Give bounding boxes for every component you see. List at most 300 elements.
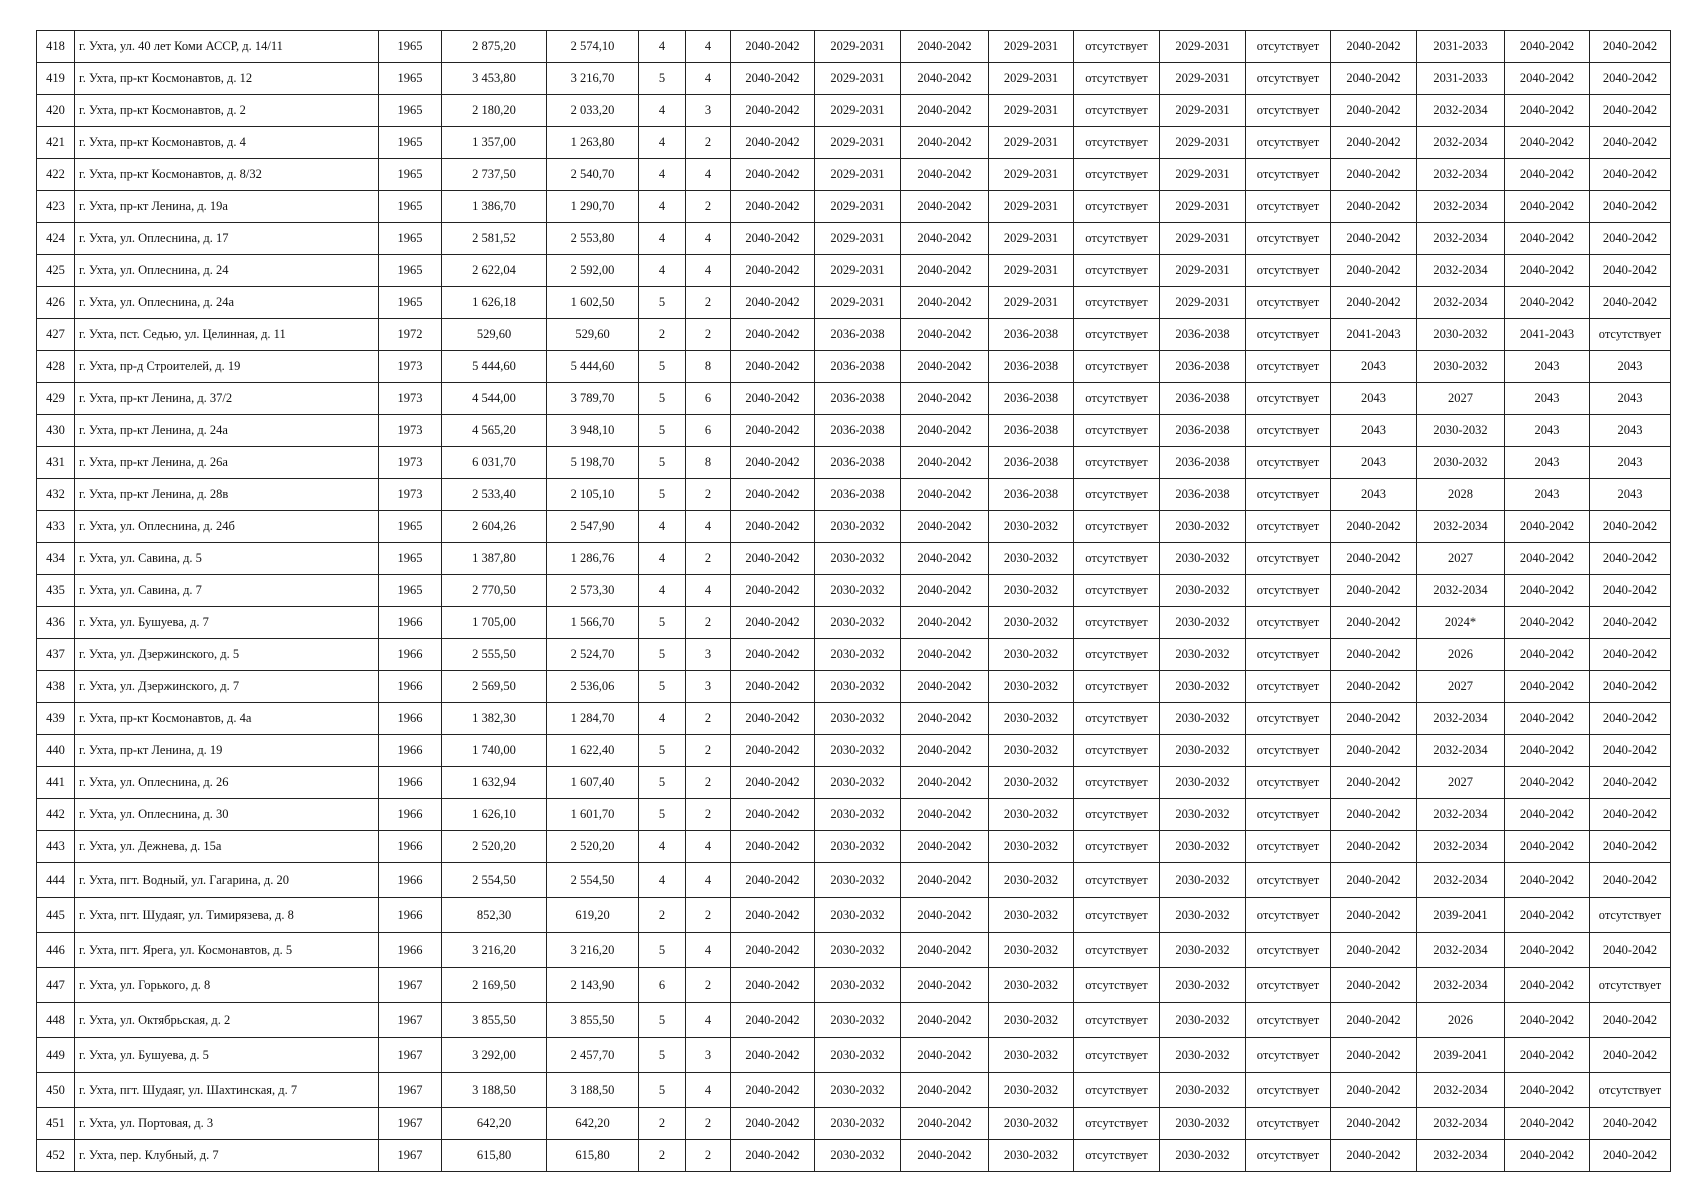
cell-build-year: 1966 — [379, 607, 442, 639]
cell-build-year: 1966 — [379, 639, 442, 671]
cell-living-area: 2 547,90 — [547, 511, 639, 543]
cell-status-2: отсутствует — [1246, 31, 1331, 63]
cell-period-9: 2043 — [1590, 447, 1671, 479]
cell-entrances: 3 — [686, 671, 731, 703]
cell-period-7: 2039-2041 — [1417, 1038, 1505, 1073]
cell-period-7: 2027 — [1417, 543, 1505, 575]
table-row — [37, 319, 1671, 351]
cell-period-5: 2030-2032 — [1160, 511, 1246, 543]
cell-entrances: 4 — [686, 575, 731, 607]
cell-entrances: 3 — [686, 639, 731, 671]
cell-period-4: 2029-2031 — [989, 287, 1074, 319]
cell-period-6: 2040-2042 — [1331, 575, 1417, 607]
cell-period-5: 2036-2038 — [1160, 351, 1246, 383]
cell-address: г. Ухта, пер. Клубный, д. 7 — [75, 1140, 379, 1172]
cell-period-8: 2040-2042 — [1505, 127, 1590, 159]
cell-row-number: 435 — [37, 575, 75, 607]
cell-living-area: 2 033,20 — [547, 95, 639, 127]
cell-address: г. Ухта, пр-кт Космонавтов, д. 12 — [75, 63, 379, 95]
cell-address: г. Ухта, пр-кт Космонавтов, д. 2 — [75, 95, 379, 127]
cell-period-3: 2040-2042 — [901, 383, 989, 415]
cell-period-5: 2030-2032 — [1160, 543, 1246, 575]
cell-period-4: 2030-2032 — [989, 799, 1074, 831]
cell-living-area: 5 198,70 — [547, 447, 639, 479]
cell-period-9: 2040-2042 — [1590, 223, 1671, 255]
cell-row-number: 451 — [37, 1108, 75, 1140]
cell-address: г. Ухта, ул. Горького, д. 8 — [75, 968, 379, 1003]
table-row — [37, 607, 1671, 639]
cell-period-1: 2040-2042 — [731, 543, 815, 575]
cell-row-number: 439 — [37, 703, 75, 735]
cell-build-year: 1965 — [379, 95, 442, 127]
cell-period-9: 2040-2042 — [1590, 95, 1671, 127]
cell-living-area: 1 607,40 — [547, 767, 639, 799]
cell-total-area: 2 875,20 — [442, 31, 547, 63]
cell-total-area: 3 188,50 — [442, 1073, 547, 1108]
cell-living-area: 3 789,70 — [547, 383, 639, 415]
table-row — [37, 671, 1671, 703]
cell-period-4: 2030-2032 — [989, 671, 1074, 703]
cell-period-3: 2040-2042 — [901, 255, 989, 287]
cell-entrances: 4 — [686, 1003, 731, 1038]
cell-build-year: 1967 — [379, 1003, 442, 1038]
cell-row-number: 446 — [37, 933, 75, 968]
cell-total-area: 3 453,80 — [442, 63, 547, 95]
cell-period-9: 2040-2042 — [1590, 863, 1671, 898]
cell-period-3: 2040-2042 — [901, 287, 989, 319]
cell-period-7: 2032-2034 — [1417, 735, 1505, 767]
cell-living-area: 1 601,70 — [547, 799, 639, 831]
cell-entrances: 2 — [686, 703, 731, 735]
cell-period-4: 2030-2032 — [989, 575, 1074, 607]
cell-period-8: 2040-2042 — [1505, 607, 1590, 639]
cell-row-number: 432 — [37, 479, 75, 511]
cell-period-2: 2030-2032 — [815, 543, 901, 575]
cell-status-2: отсутствует — [1246, 127, 1331, 159]
cell-period-2: 2030-2032 — [815, 1140, 901, 1172]
cell-period-8: 2040-2042 — [1505, 639, 1590, 671]
cell-period-6: 2040-2042 — [1331, 703, 1417, 735]
cell-period-2: 2036-2038 — [815, 479, 901, 511]
table-row — [37, 1108, 1671, 1140]
cell-address: г. Ухта, ул. Бушуева, д. 7 — [75, 607, 379, 639]
cell-status-1: отсутствует — [1074, 671, 1160, 703]
cell-period-3: 2040-2042 — [901, 447, 989, 479]
cell-status-2: отсутствует — [1246, 799, 1331, 831]
table-row — [37, 1038, 1671, 1073]
cell-period-6: 2040-2042 — [1331, 1108, 1417, 1140]
cell-period-4: 2029-2031 — [989, 223, 1074, 255]
cell-period-4: 2030-2032 — [989, 703, 1074, 735]
cell-period-3: 2040-2042 — [901, 767, 989, 799]
cell-period-9: 2040-2042 — [1590, 191, 1671, 223]
cell-entrances: 6 — [686, 383, 731, 415]
cell-address: г. Ухта, ул. Бушуева, д. 5 — [75, 1038, 379, 1073]
cell-build-year: 1966 — [379, 703, 442, 735]
cell-floors: 4 — [639, 831, 686, 863]
cell-floors: 5 — [639, 63, 686, 95]
cell-total-area: 1 740,00 — [442, 735, 547, 767]
table-row — [37, 968, 1671, 1003]
cell-period-7: 2026 — [1417, 639, 1505, 671]
cell-period-6: 2043 — [1331, 415, 1417, 447]
cell-period-1: 2040-2042 — [731, 575, 815, 607]
cell-period-5: 2036-2038 — [1160, 415, 1246, 447]
cell-period-3: 2040-2042 — [901, 607, 989, 639]
cell-period-9: 2040-2042 — [1590, 607, 1671, 639]
table-row — [37, 543, 1671, 575]
cell-build-year: 1973 — [379, 351, 442, 383]
cell-total-area: 2 180,20 — [442, 95, 547, 127]
cell-living-area: 615,80 — [547, 1140, 639, 1172]
cell-period-6: 2041-2043 — [1331, 319, 1417, 351]
cell-build-year: 1965 — [379, 191, 442, 223]
cell-status-2: отсутствует — [1246, 767, 1331, 799]
cell-period-1: 2040-2042 — [731, 511, 815, 543]
cell-status-2: отсутствует — [1246, 191, 1331, 223]
cell-period-6: 2040-2042 — [1331, 968, 1417, 1003]
cell-period-9: 2040-2042 — [1590, 31, 1671, 63]
cell-period-4: 2030-2032 — [989, 898, 1074, 933]
cell-period-4: 2030-2032 — [989, 831, 1074, 863]
cell-period-6: 2040-2042 — [1331, 933, 1417, 968]
cell-period-1: 2040-2042 — [731, 383, 815, 415]
cell-entrances: 4 — [686, 63, 731, 95]
cell-period-2: 2030-2032 — [815, 831, 901, 863]
cell-period-2: 2030-2032 — [815, 639, 901, 671]
cell-entrances: 4 — [686, 933, 731, 968]
cell-period-4: 2029-2031 — [989, 191, 1074, 223]
cell-total-area: 1 705,00 — [442, 607, 547, 639]
cell-period-1: 2040-2042 — [731, 639, 815, 671]
cell-total-area: 852,30 — [442, 898, 547, 933]
cell-period-4: 2030-2032 — [989, 1073, 1074, 1108]
cell-period-9: 2043 — [1590, 383, 1671, 415]
cell-entrances: 2 — [686, 898, 731, 933]
cell-period-8: 2041-2043 — [1505, 319, 1590, 351]
table-row — [37, 1140, 1671, 1172]
cell-period-1: 2040-2042 — [731, 95, 815, 127]
cell-row-number: 418 — [37, 31, 75, 63]
cell-living-area: 2 524,70 — [547, 639, 639, 671]
cell-row-number: 445 — [37, 898, 75, 933]
cell-row-number: 420 — [37, 95, 75, 127]
cell-total-area: 4 565,20 — [442, 415, 547, 447]
cell-period-7: 2032-2034 — [1417, 863, 1505, 898]
table-row — [37, 223, 1671, 255]
cell-status-1: отсутствует — [1074, 447, 1160, 479]
cell-address: г. Ухта, пр-кт Ленина, д. 28в — [75, 479, 379, 511]
cell-entrances: 4 — [686, 831, 731, 863]
cell-total-area: 1 386,70 — [442, 191, 547, 223]
cell-period-8: 2043 — [1505, 383, 1590, 415]
cell-period-4: 2030-2032 — [989, 1003, 1074, 1038]
cell-period-7: 2032-2034 — [1417, 255, 1505, 287]
cell-period-8: 2040-2042 — [1505, 735, 1590, 767]
table-row — [37, 95, 1671, 127]
cell-status-2: отсутствует — [1246, 287, 1331, 319]
cell-period-4: 2030-2032 — [989, 543, 1074, 575]
cell-row-number: 423 — [37, 191, 75, 223]
cell-period-9: 2040-2042 — [1590, 1003, 1671, 1038]
cell-period-3: 2040-2042 — [901, 799, 989, 831]
cell-period-2: 2029-2031 — [815, 63, 901, 95]
cell-period-8: 2043 — [1505, 479, 1590, 511]
cell-period-3: 2040-2042 — [901, 543, 989, 575]
cell-period-5: 2030-2032 — [1160, 639, 1246, 671]
cell-status-1: отсутствует — [1074, 543, 1160, 575]
cell-build-year: 1966 — [379, 898, 442, 933]
table-row — [37, 898, 1671, 933]
cell-entrances: 2 — [686, 767, 731, 799]
cell-floors: 5 — [639, 1038, 686, 1073]
cell-period-5: 2030-2032 — [1160, 1003, 1246, 1038]
cell-address: г. Ухта, ул. Дзержинского, д. 7 — [75, 671, 379, 703]
table-row — [37, 447, 1671, 479]
cell-period-2: 2030-2032 — [815, 735, 901, 767]
cell-address: г. Ухта, ул. Савина, д. 7 — [75, 575, 379, 607]
cell-floors: 5 — [639, 287, 686, 319]
cell-address: г. Ухта, ул. Оплеснина, д. 26 — [75, 767, 379, 799]
cell-period-3: 2040-2042 — [901, 95, 989, 127]
cell-status-1: отсутствует — [1074, 703, 1160, 735]
table-row — [37, 159, 1671, 191]
cell-period-2: 2030-2032 — [815, 1003, 901, 1038]
cell-address: г. Ухта, ул. Оплеснина, д. 24б — [75, 511, 379, 543]
cell-period-2: 2030-2032 — [815, 1108, 901, 1140]
cell-period-1: 2040-2042 — [731, 607, 815, 639]
cell-period-1: 2040-2042 — [731, 191, 815, 223]
table-row — [37, 1003, 1671, 1038]
cell-status-1: отсутствует — [1074, 415, 1160, 447]
cell-period-4: 2036-2038 — [989, 479, 1074, 511]
cell-period-1: 2040-2042 — [731, 255, 815, 287]
cell-total-area: 5 444,60 — [442, 351, 547, 383]
cell-total-area: 1 626,10 — [442, 799, 547, 831]
cell-period-1: 2040-2042 — [731, 159, 815, 191]
cell-period-8: 2040-2042 — [1505, 511, 1590, 543]
cell-row-number: 444 — [37, 863, 75, 898]
cell-status-2: отсутствует — [1246, 1073, 1331, 1108]
cell-status-2: отсутствует — [1246, 575, 1331, 607]
cell-floors: 4 — [639, 223, 686, 255]
cell-period-7: 2032-2034 — [1417, 799, 1505, 831]
cell-entrances: 4 — [686, 159, 731, 191]
cell-period-7: 2032-2034 — [1417, 191, 1505, 223]
cell-period-7: 2032-2034 — [1417, 511, 1505, 543]
cell-period-7: 2032-2034 — [1417, 1108, 1505, 1140]
cell-period-3: 2040-2042 — [901, 1073, 989, 1108]
cell-address: г. Ухта, ул. Оплеснина, д. 30 — [75, 799, 379, 831]
cell-period-1: 2040-2042 — [731, 287, 815, 319]
cell-row-number: 430 — [37, 415, 75, 447]
cell-entrances: 2 — [686, 735, 731, 767]
cell-total-area: 3 216,20 — [442, 933, 547, 968]
cell-period-5: 2036-2038 — [1160, 479, 1246, 511]
cell-status-1: отсутствует — [1074, 1140, 1160, 1172]
cell-period-8: 2040-2042 — [1505, 95, 1590, 127]
cell-period-9: 2040-2042 — [1590, 1140, 1671, 1172]
cell-build-year: 1967 — [379, 1038, 442, 1073]
cell-status-1: отсутствует — [1074, 1038, 1160, 1073]
cell-period-8: 2040-2042 — [1505, 1140, 1590, 1172]
cell-living-area: 2 574,10 — [547, 31, 639, 63]
cell-period-7: 2032-2034 — [1417, 968, 1505, 1003]
cell-status-2: отсутствует — [1246, 511, 1331, 543]
cell-floors: 4 — [639, 127, 686, 159]
cell-period-3: 2040-2042 — [901, 511, 989, 543]
cell-period-3: 2040-2042 — [901, 479, 989, 511]
cell-period-2: 2029-2031 — [815, 31, 901, 63]
cell-status-1: отсутствует — [1074, 1003, 1160, 1038]
cell-period-6: 2040-2042 — [1331, 607, 1417, 639]
table-row — [37, 933, 1671, 968]
cell-status-2: отсутствует — [1246, 447, 1331, 479]
cell-build-year: 1972 — [379, 319, 442, 351]
cell-period-1: 2040-2042 — [731, 1140, 815, 1172]
cell-period-2: 2029-2031 — [815, 287, 901, 319]
cell-build-year: 1967 — [379, 1140, 442, 1172]
cell-period-5: 2030-2032 — [1160, 863, 1246, 898]
cell-status-2: отсутствует — [1246, 415, 1331, 447]
cell-status-2: отсутствует — [1246, 1108, 1331, 1140]
cell-period-7: 2032-2034 — [1417, 933, 1505, 968]
cell-living-area: 1 284,70 — [547, 703, 639, 735]
cell-total-area: 2 604,26 — [442, 511, 547, 543]
cell-period-5: 2029-2031 — [1160, 63, 1246, 95]
cell-total-area: 2 581,52 — [442, 223, 547, 255]
cell-period-6: 2040-2042 — [1331, 863, 1417, 898]
cell-period-1: 2040-2042 — [731, 933, 815, 968]
cell-floors: 5 — [639, 447, 686, 479]
cell-status-2: отсутствует — [1246, 95, 1331, 127]
cell-period-8: 2040-2042 — [1505, 1003, 1590, 1038]
cell-period-5: 2029-2031 — [1160, 287, 1246, 319]
cell-period-5: 2029-2031 — [1160, 191, 1246, 223]
cell-status-2: отсутствует — [1246, 319, 1331, 351]
cell-living-area: 619,20 — [547, 898, 639, 933]
cell-period-6: 2040-2042 — [1331, 159, 1417, 191]
cell-period-5: 2030-2032 — [1160, 1073, 1246, 1108]
cell-period-1: 2040-2042 — [731, 1073, 815, 1108]
cell-build-year: 1966 — [379, 863, 442, 898]
cell-address: г. Ухта, ул. Оплеснина, д. 24 — [75, 255, 379, 287]
cell-period-2: 2030-2032 — [815, 767, 901, 799]
cell-period-7: 2031-2033 — [1417, 31, 1505, 63]
cell-period-2: 2036-2038 — [815, 447, 901, 479]
cell-status-1: отсутствует — [1074, 575, 1160, 607]
cell-period-6: 2040-2042 — [1331, 767, 1417, 799]
cell-period-4: 2029-2031 — [989, 95, 1074, 127]
cell-floors: 5 — [639, 383, 686, 415]
cell-status-1: отсутствует — [1074, 319, 1160, 351]
cell-status-1: отсутствует — [1074, 831, 1160, 863]
cell-period-2: 2029-2031 — [815, 255, 901, 287]
cell-period-3: 2040-2042 — [901, 735, 989, 767]
cell-period-8: 2040-2042 — [1505, 191, 1590, 223]
cell-period-3: 2040-2042 — [901, 1038, 989, 1073]
cell-period-5: 2029-2031 — [1160, 159, 1246, 191]
cell-period-4: 2030-2032 — [989, 1108, 1074, 1140]
table-row — [37, 511, 1671, 543]
cell-period-1: 2040-2042 — [731, 1003, 815, 1038]
cell-living-area: 2 540,70 — [547, 159, 639, 191]
cell-period-3: 2040-2042 — [901, 703, 989, 735]
cell-period-6: 2043 — [1331, 447, 1417, 479]
cell-period-2: 2030-2032 — [815, 607, 901, 639]
cell-row-number: 437 — [37, 639, 75, 671]
cell-status-2: отсутствует — [1246, 863, 1331, 898]
cell-period-9: 2040-2042 — [1590, 511, 1671, 543]
cell-period-1: 2040-2042 — [731, 799, 815, 831]
cell-entrances: 4 — [686, 1073, 731, 1108]
cell-period-2: 2030-2032 — [815, 671, 901, 703]
cell-period-6: 2040-2042 — [1331, 1003, 1417, 1038]
cell-period-8: 2040-2042 — [1505, 933, 1590, 968]
cell-total-area: 1 632,94 — [442, 767, 547, 799]
cell-period-9: 2040-2042 — [1590, 735, 1671, 767]
cell-living-area: 2 520,20 — [547, 831, 639, 863]
cell-build-year: 1966 — [379, 671, 442, 703]
cell-status-2: отсутствует — [1246, 968, 1331, 1003]
cell-row-number: 426 — [37, 287, 75, 319]
cell-build-year: 1967 — [379, 1073, 442, 1108]
cell-entrances: 6 — [686, 415, 731, 447]
cell-period-1: 2040-2042 — [731, 479, 815, 511]
cell-period-4: 2030-2032 — [989, 933, 1074, 968]
cell-living-area: 2 553,80 — [547, 223, 639, 255]
table-row — [37, 831, 1671, 863]
cell-period-3: 2040-2042 — [901, 968, 989, 1003]
cell-period-8: 2040-2042 — [1505, 31, 1590, 63]
cell-period-4: 2030-2032 — [989, 511, 1074, 543]
cell-address: г. Ухта, пр-кт Ленина, д. 24а — [75, 415, 379, 447]
cell-period-8: 2040-2042 — [1505, 287, 1590, 319]
cell-build-year: 1965 — [379, 31, 442, 63]
cell-floors: 4 — [639, 511, 686, 543]
cell-build-year: 1965 — [379, 63, 442, 95]
cell-address: г. Ухта, пгт. Шудаяг, ул. Тимирязева, д. 8 — [75, 898, 379, 933]
cell-status-1: отсутствует — [1074, 898, 1160, 933]
cell-status-1: отсутствует — [1074, 767, 1160, 799]
cell-period-9: отсутствует — [1590, 968, 1671, 1003]
cell-period-8: 2043 — [1505, 415, 1590, 447]
cell-period-7: 2030-2032 — [1417, 447, 1505, 479]
cell-period-1: 2040-2042 — [731, 1038, 815, 1073]
cell-total-area: 3 855,50 — [442, 1003, 547, 1038]
cell-period-6: 2040-2042 — [1331, 31, 1417, 63]
cell-period-8: 2040-2042 — [1505, 767, 1590, 799]
cell-period-2: 2036-2038 — [815, 319, 901, 351]
cell-period-9: 2040-2042 — [1590, 831, 1671, 863]
cell-status-1: отсутствует — [1074, 479, 1160, 511]
cell-total-area: 2 622,04 — [442, 255, 547, 287]
cell-period-6: 2043 — [1331, 383, 1417, 415]
cell-period-7: 2032-2034 — [1417, 287, 1505, 319]
cell-build-year: 1965 — [379, 159, 442, 191]
cell-period-9: 2040-2042 — [1590, 575, 1671, 607]
cell-row-number: 442 — [37, 799, 75, 831]
cell-period-9: 2040-2042 — [1590, 703, 1671, 735]
cell-living-area: 1 622,40 — [547, 735, 639, 767]
cell-floors: 4 — [639, 863, 686, 898]
cell-build-year: 1967 — [379, 968, 442, 1003]
cell-period-5: 2036-2038 — [1160, 383, 1246, 415]
cell-living-area: 529,60 — [547, 319, 639, 351]
cell-address: г. Ухта, пр-кт Космонавтов, д. 4 — [75, 127, 379, 159]
cell-period-6: 2040-2042 — [1331, 255, 1417, 287]
cell-entrances: 2 — [686, 127, 731, 159]
